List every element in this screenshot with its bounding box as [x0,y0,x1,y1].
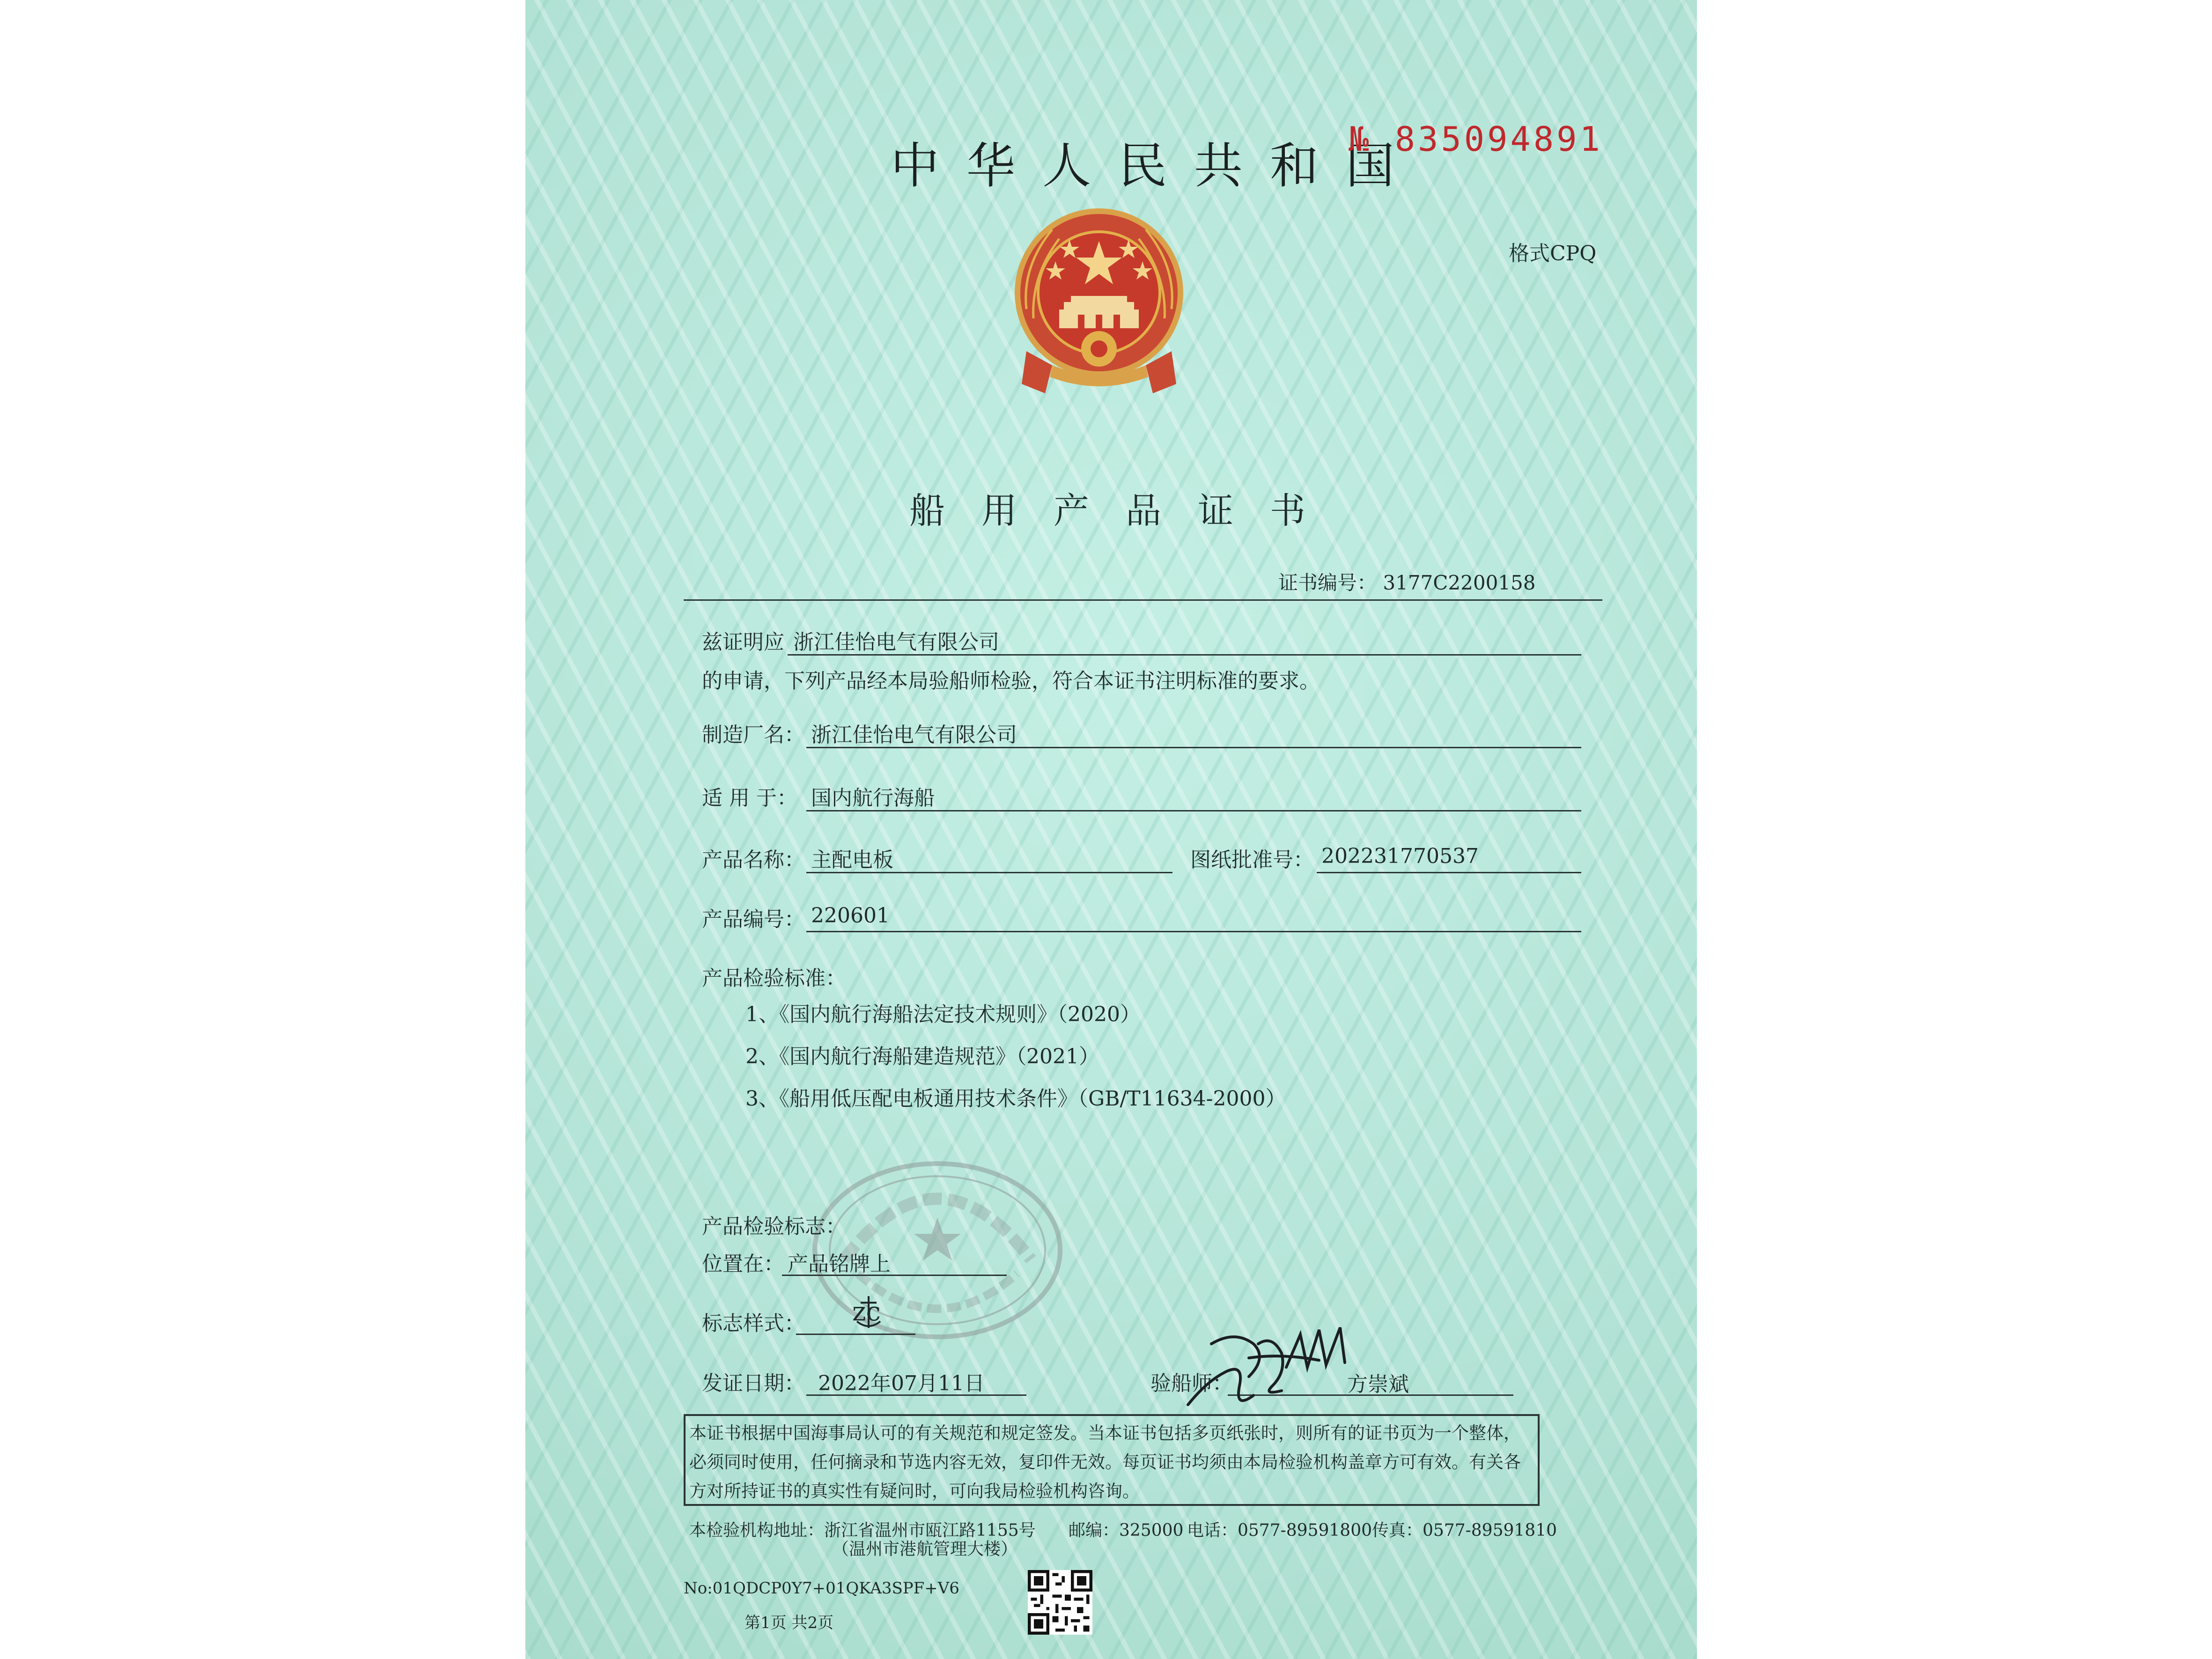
product-no-value: 220601 [811,904,890,928]
certificate-page [525,0,1697,1659]
issue-date-underline [806,1394,1026,1396]
postcode: 邮编：325000 [1069,1521,1184,1540]
certify-prefix: 兹证明应 [702,630,784,654]
mark-style-label: 标志样式： [702,1312,805,1335]
position-value: 产品铭牌上 [788,1252,891,1276]
statement-text: 的申请，下列产品经本局验船师检验，符合本证书注明标准的要求。 [702,669,1320,693]
product-name-label: 产品名称： [702,848,805,872]
standard-item-1: 1、《国内航行海船法定技术规则》（2020） [745,1003,1141,1026]
standards-label: 产品检验标准： [702,966,846,990]
issue-date-value: 2022年07月11日 [818,1371,985,1395]
zc-mark-icon [848,1293,890,1331]
surveyor-label: 验船师： [1150,1371,1233,1395]
page-info: 第1页 共2页 [745,1614,834,1632]
surveyor-name: 方崇斌 [1347,1372,1409,1396]
country-title: 中华人民共和国 [891,137,1422,194]
manufacturer-underline [806,747,1581,748]
product-no-underline [806,931,1581,932]
svg-text:zc: zc [852,1297,881,1327]
product-no-label: 产品编号： [702,907,805,931]
manufacturer-label: 制造厂名： [702,723,805,747]
applicable-underline [806,810,1581,811]
drawing-label: 图纸批准号： [1190,848,1314,872]
certificate-number [1278,568,1535,596]
notice-text: 本证书根据中国海事局认可的有关规范和规定签发。当本证书包括多页纸张时，则所有的证书页为一个整体，必须同时使用，任何摘录和节选内容无效，复印件无效。每页证书均须由本局检验机构盖章方可有效。有关各方对所持证书的真实性有疑问时，可向我局检验机构咨询。 [689,1423,1521,1501]
applicable-label: 适 用 于： [702,786,797,810]
national-emblem-icon [1008,197,1190,412]
applicant-underline [788,654,1581,656]
drawing-underline [1317,872,1581,873]
mark-label: 产品检验标志： [702,1215,846,1239]
doc-code: No:01QDCP0Y7+01QKA3SPF+V6 [684,1579,959,1598]
phone: 电话：0577-89591800 [1187,1521,1372,1540]
qr-code-icon [1028,1570,1092,1635]
address-label: 本检验机构地址： [689,1521,825,1540]
format-code: 格式CPQ [1509,242,1597,265]
mark-style-underline [796,1334,915,1335]
notice-box [684,1414,1540,1506]
standard-item-3: 3、《船用低压配电板通用技术条件》（GB/T11634-2000） [745,1087,1286,1111]
product-name-value: 主配电板 [811,848,893,872]
product-name-underline [806,872,1172,873]
header-divider [684,599,1602,601]
applicable-value: 国内航行海船 [811,786,935,810]
serial-number: № 835094891 [1349,119,1603,159]
position-label: 位置在： [702,1252,784,1276]
address-value: 浙江省温州市瓯江路1155号 [824,1521,1036,1540]
fax: 传真：0577-89591810 [1372,1521,1557,1540]
standard-item-2: 2、《国内航行海船建造规范》（2021） [745,1045,1099,1069]
certificate-title: 船用产品证书 [909,490,1342,531]
certificate-number-label: 证书编号： [1278,571,1377,594]
certificate-number-value: 3177C2200158 [1383,571,1536,594]
drawing-value: 202231770537 [1321,844,1479,868]
applicant-name: 浙江佳怡电气有限公司 [793,630,999,654]
address-building: （温州市港航管理大楼） [832,1540,1018,1559]
position-underline [782,1275,1007,1276]
issue-date-label: 发证日期： [702,1371,805,1395]
handwritten-signature-icon [1179,1316,1385,1414]
manufacturer-value: 浙江佳怡电气有限公司 [811,723,1017,747]
